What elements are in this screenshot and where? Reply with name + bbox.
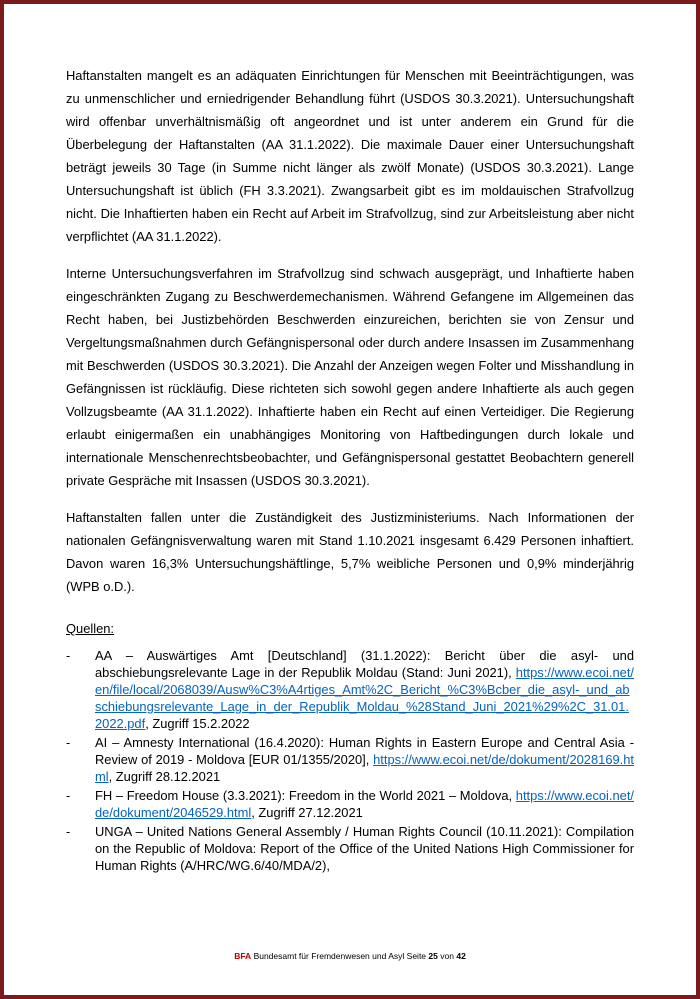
source-text: AI – Amnesty International (16.4.2020): Human Rights in Eastern Europe and Central Asia - Review of 2019 - Moldova [EUR 01/1355/2020], [95,735,634,767]
source-suffix: , Zugriff 15.2.2022 [145,716,250,731]
footer-page-number: 25 [428,951,438,961]
source-body [95,647,634,732]
list-marker: - [66,735,71,750]
source-suffix: , Zugriff 28.12.2021 [108,769,221,784]
page-footer [4,951,696,961]
sources-list [66,647,634,874]
footer-org-abbr: BFA [234,951,252,961]
paragraph-interne-untersuchungsverfahren: Interne Untersuchungsverfahren im Strafvollzug sind schwach ausgeprägt, und Inhaftierte haben eingeschränkten Zugang zu Beschwerdemechanismen. Während Gefangene im Allgemeinen das Recht haben, bei Justizbehörden Beschwerden einzureichen, berichten sie von Zensur und Vergeltungsmaßnahmen durch Gefängnispersonal oder durch andere Insassen im Zusammenhang mit Beschwerden (USDOS 30.3.2021). Die Anzahl der Anzeigen wegen Folter und Misshandlung in Gefängnissen ist rückläufig. Diese richteten sich sowohl gegen andere Inhaftierte als auch gegen Vollzugsbeamte (AA 31.1.2022). Inhaftierte haben ein Recht auf einen Verteidiger. Die Regierung erlaubt einigermaßen ein unabhängiges Monitoring von Haftbedingungen durch lokale und internationale Menschenrechtsbeobachter, und Gefängnispersonal gestattet Beobachtern generell private Gespräche mit Insassen (USDOS 30.3.2021). [66,266,634,488]
footer-total-pages: 42 [456,951,466,961]
source-suffix: , Zugriff 27.12.2021 [251,805,363,820]
source-body [95,734,634,785]
footer-of-label: von [440,951,454,961]
source-text: AA – Auswärtiges Amt [Deutschland] (31.1.2022): Bericht über die asyl- und abschiebungsrelevante Lage in der Republik Moldau (Stand: Juni 2021), [95,648,634,680]
source-body [95,823,634,874]
source-item-aa [66,647,634,732]
page-content [4,4,696,874]
list-marker: - [66,788,71,803]
source-link-aa[interactable]: https://www.ecoi.net/en/file/local/2068039/Ausw%C3%A4rtiges_Amt%2C_Bericht_%C3%Bcber_die_asyl-_und_abschiebungsrelevante_Lage_in_der_Republik_Moldau_%28Stand_Juni_2021%29%2C_31.01.2022.pdf [95,665,634,731]
source-link-fh[interactable]: https://www.ecoi.net/de/dokument/2046529.html [95,788,634,820]
source-item-ai [66,734,634,785]
footer-page-label: Seite [406,951,427,961]
source-item-unga [66,823,634,874]
source-link-ai[interactable]: https://www.ecoi.net/de/dokument/2028169.html [95,752,634,784]
list-marker: - [66,648,71,663]
list-marker: - [66,824,71,839]
source-text: FH – Freedom House (3.3.2021): Freedom in the World 2021 – Moldova, [95,788,516,803]
source-body [95,787,634,821]
source-text: UNGA – United Nations General Assembly / Human Rights Council (10.11.2021): Compilation on the Republic of Moldova: Report of the Office of the United Nations High Commissioner for Human Rights (A/HRC/WG.6/40/MDA/2), [95,824,634,873]
sources-heading [66,620,634,637]
sources-heading-label: Quellen: [66,621,115,636]
paragraph-justizministerium-statistik: Haftanstalten fallen unter die Zuständigkeit des Justizministeriums. Nach Informationen der nationalen Gefängnisverwaltung waren mit Stand 1.10.2021 insgesamt 6.429 Personen inhaftiert. Davon waren 16,3% Untersuchungshäftlinge, 5,7% weibliche Personen und 0,9% minderjährig (WPB o.D.). [66,510,634,594]
source-item-fh [66,787,634,821]
footer-org-name: Bundesamt für Fremdenwesen und Asyl [253,951,405,961]
paragraph-haftanstalten-einrichtungen: Haftanstalten mangelt es an adäquaten Einrichtungen für Menschen mit Beeinträchtigungen, was zu unmenschlicher und erniedrigender Behandlung führt (USDOS 30.3.2021). Untersuchungshaft wird offenbar unverhältnismäßig oft angeordnet und ist unter anderem ein Grund für die Überbelegung der Haftanstalten (AA 31.1.2022). Die maximale Dauer einer Untersuchungshaft beträgt jeweils 30 Tage (in Summe nicht länger als zwölf Monate) (USDOS 30.3.2021). Lange Untersuchungshaft ist üblich (FH 3.3.2021). Zwangsarbeit gibt es im moldauischen Strafvollzug nicht. Die Inhaftierten haben ein Recht auf Arbeit im Strafvollzug, sind zur Arbeitsleistung aber nicht verpflichtet (AA 31.1.2022). [66,68,634,244]
